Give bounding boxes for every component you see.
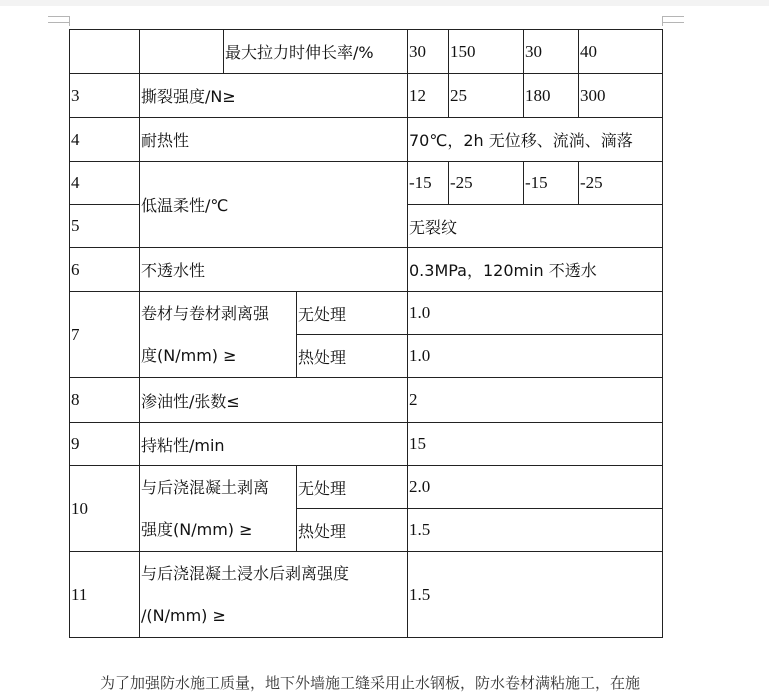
value-cell: 2 — [408, 378, 663, 423]
following-paragraph: 为了加强防水施工质量，地下外墙施工缝采用止水钢板，防水卷材满粘施工，在施 — [100, 674, 641, 692]
row-number: 10 — [70, 466, 140, 552]
item-label: 最大拉力时伸长率/% — [224, 30, 408, 74]
table-row — [70, 118, 663, 162]
spec-table — [69, 29, 663, 638]
item-label: 持粘性/min — [140, 423, 408, 466]
value-cell: 1.0 — [408, 335, 663, 378]
sub-condition: 热处理 — [297, 509, 408, 552]
item-label: 低温柔性/℃ — [140, 162, 408, 248]
table-row — [70, 552, 663, 638]
sub-condition: 热处理 — [297, 335, 408, 378]
value-cell: 150 — [449, 30, 524, 74]
table-row — [70, 292, 663, 335]
right-margin-mark — [662, 16, 684, 26]
row-number: 3 — [70, 74, 140, 118]
table-row — [70, 248, 663, 292]
value-cell: -15 — [408, 162, 449, 205]
row-number: 4 — [70, 118, 140, 162]
table-row — [70, 423, 663, 466]
row-number: 5 — [70, 205, 140, 248]
value-cell: 1.0 — [408, 292, 663, 335]
value-cell: 1.5 — [408, 509, 663, 552]
page-top-area — [0, 0, 769, 30]
value-cell: 30 — [408, 30, 449, 74]
row-number: 6 — [70, 248, 140, 292]
value-cell: -25 — [449, 162, 524, 205]
row-number: 9 — [70, 423, 140, 466]
value-cell: 15 — [408, 423, 663, 466]
item-label: 撕裂强度/N≥ — [140, 74, 408, 118]
table-row — [70, 378, 663, 423]
row-number: 7 — [70, 292, 140, 378]
item-label: 耐热性 — [140, 118, 408, 162]
item-label: 与后浇混凝土剥离 强度(N/mm) ≥ — [140, 466, 297, 552]
table-row — [70, 162, 663, 205]
category-cell — [140, 30, 224, 74]
item-label: 渗油性/张数≤ — [140, 378, 408, 423]
ruler-strip — [0, 0, 769, 6]
value-cell: 70℃，2h 无位移、流淌、滴落 — [408, 118, 663, 162]
item-label: 不透水性 — [140, 248, 408, 292]
item-label: 卷材与卷材剥离强 度(N/mm) ≥ — [140, 292, 297, 378]
left-margin-mark — [48, 16, 70, 26]
value-cell: 300 — [579, 74, 663, 118]
value-cell: 2.0 — [408, 466, 663, 509]
value-cell: 无裂纹 — [408, 205, 663, 248]
row-number: 4 — [70, 162, 140, 205]
value-cell: 1.5 — [408, 552, 663, 638]
value-cell: 30 — [524, 30, 579, 74]
sub-condition: 无处理 — [297, 466, 408, 509]
table-row — [70, 466, 663, 509]
value-cell: 25 — [449, 74, 524, 118]
value-cell: 180 — [524, 74, 579, 118]
value-cell: -25 — [579, 162, 663, 205]
row-number: 11 — [70, 552, 140, 638]
value-cell: 12 — [408, 74, 449, 118]
table-row — [70, 74, 663, 118]
value-cell: 0.3MPa，120min 不透水 — [408, 248, 663, 292]
value-cell: -15 — [524, 162, 579, 205]
row-number: 8 — [70, 378, 140, 423]
item-label: 与后浇混凝土浸水后剥离强度 /(N/mm) ≥ — [140, 552, 408, 638]
sub-condition: 无处理 — [297, 292, 408, 335]
value-cell: 40 — [579, 30, 663, 74]
table-row — [70, 30, 663, 74]
row-number-cell — [70, 30, 140, 74]
